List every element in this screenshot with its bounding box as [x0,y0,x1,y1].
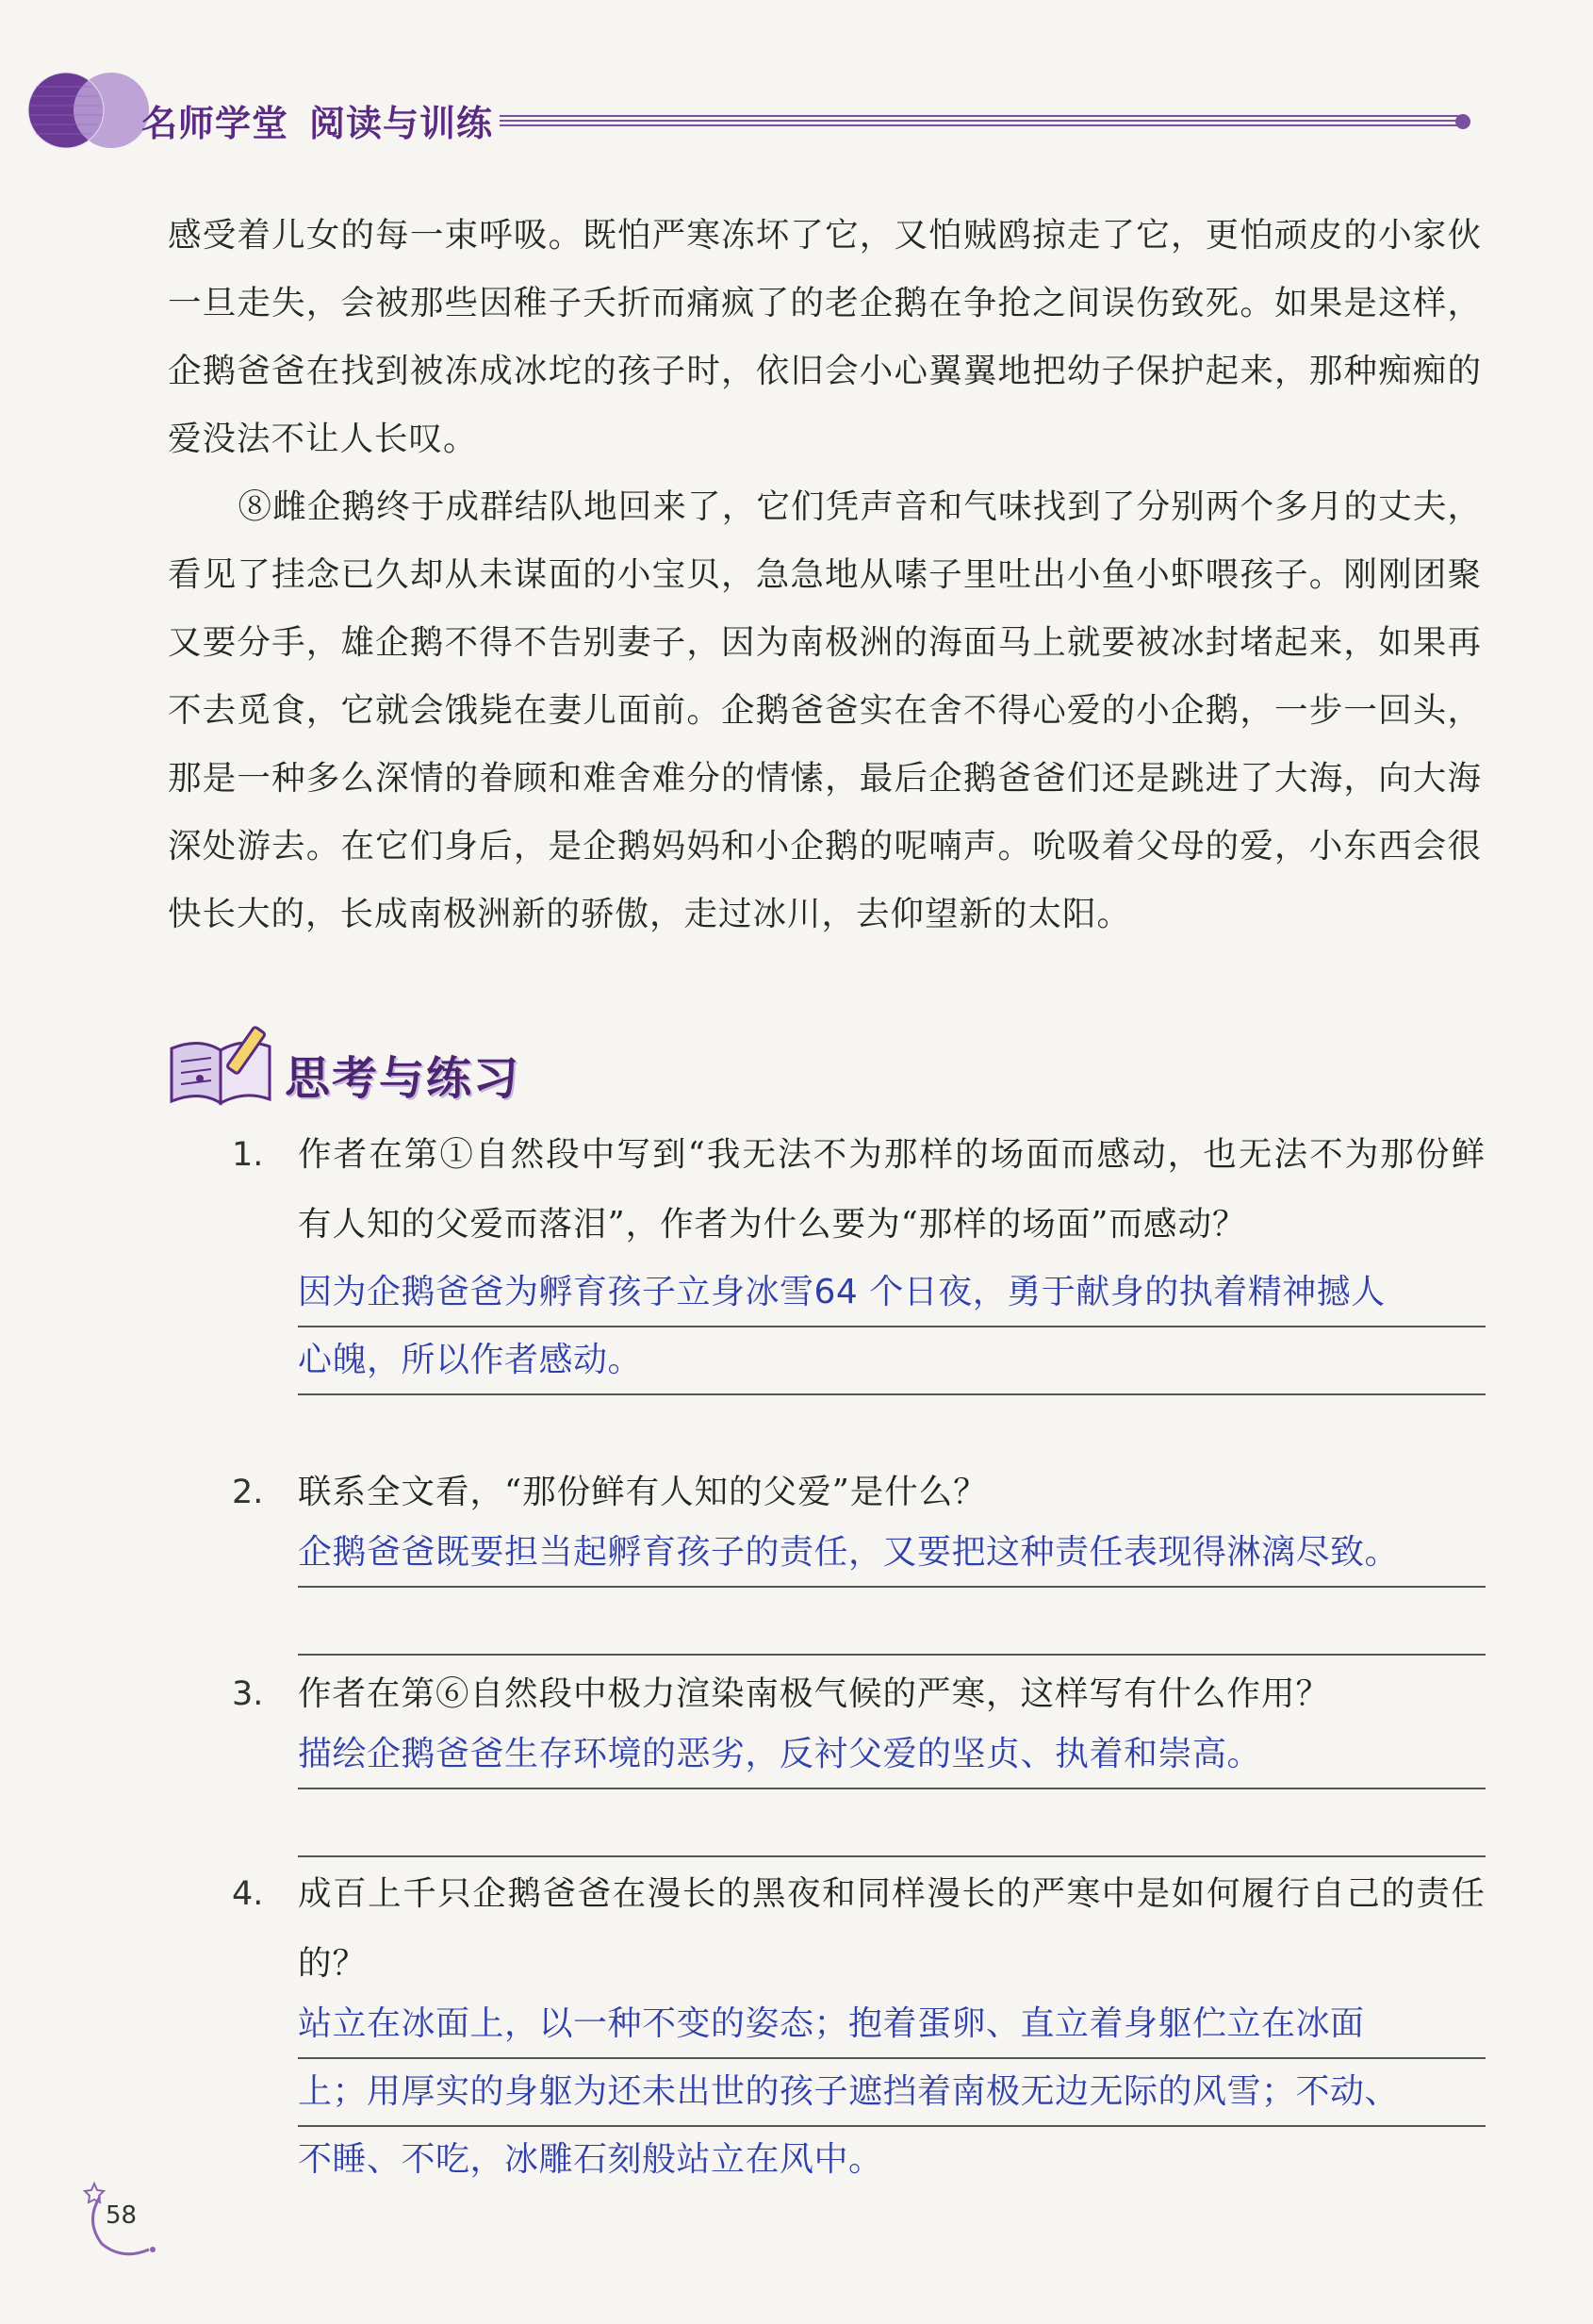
question-text: 联系全文看，“那份鲜有人知的父爱”是什么？ [298,1473,988,1511]
answer-line [298,2127,1486,2193]
answer-area [298,1991,1486,2193]
answer-line [298,1260,1486,1327]
answer-text: 因为企鹅爸爸为孵育孩子立身冰雪64 个日夜，勇于献身的执着精神撼人 [298,1273,1386,1311]
notebook-pencil-icon [162,1020,285,1114]
answer-line [298,1520,1486,1588]
question-3 [232,1659,1486,1857]
section-title: 思考与练习 [285,1052,521,1105]
question-number: 3. [232,1675,264,1713]
header-subtitle: 阅读与训练 [309,103,494,144]
header-title [141,94,493,146]
question-1 [232,1120,1486,1395]
question-number: 4. [232,1875,264,1913]
question-text: 作者在第⑥自然段中极力渲染南极气候的严寒，这样写有什么作用？ [298,1674,1331,1713]
reading-passage [168,202,1482,948]
passage-paragraph-1: 感受着儿女的每一束呼吸。既怕严寒冻坏了它，又怕贼鸥掠走了它，更怕顽皮的小家伙一旦走失，会被那些因稚子夭折而痛疯了的老企鹅在争抢之间误伤致死。如果是这样，企鹅爸爸在找到被冻成冰坨的孩子时，依旧会小心翼翼地把幼子保护起来，那种痴痴的爱没法不让人长叹。 [168,216,1482,458]
answer-line [298,2059,1486,2127]
header-rule-dot [1455,114,1470,129]
question-number: 2. [232,1474,264,1511]
answer-area [298,1520,1486,1656]
question-number: 1. [232,1136,264,1174]
passage-paragraph-2: ⑧雌企鹅终于成群结队地回来了，它们凭声音和气味找到了分别两个多月的丈夫，看见了挂念已久却从未谋面的小宝贝，急急地从嗉子里吐出小鱼小虾喂孩子。刚刚团聚又要分手，雄企鹅不得不告别妻子，因为南极洲的海面马上就要被冰封堵起来，如果再不去觅食，它就会饿毙在妻儿面前。企鹅爸爸实在舍不得心爱的小企鹅，一步一回头，那是一种多么深情的眷顾和难舍难分的情愫，最后企鹅爸爸们还是跳进了大海，向大海深处游去。在它们身后，是企鹅妈妈和小企鹅的呢喃声。吮吸着父母的爱，小东西会很快长大的，长成南极洲新的骄傲，走过冰川，去仰望新的太阳。 [168,487,1482,933]
answer-line [298,1991,1486,2059]
answer-line [298,1327,1486,1395]
question-text: 作者在第①自然段中写到“我无法不为那样的场面而感动，也无法不为那份鲜有人知的父爱而落泪”，作者为什么要为“那样的场面”而感动？ [298,1135,1486,1244]
answer-text: 企鹅爸爸既要担当起孵育孩子的责任，又要把这种责任表现得淋漓尽致。 [298,1533,1400,1572]
question-text: 成百上千只企鹅爸爸在漫长的黑夜和同样漫长的严寒中是如何履行自己的责任的？ [298,1874,1486,1983]
question-4 [232,1859,1486,2193]
answer-text: 心魄，所以作者感动。 [298,1341,643,1379]
answer-text: 上；用厚实的身躯为还未出世的孩子遮挡着南极无边无际的风雪；不动、 [298,2072,1400,2111]
answer-text: 不睡、不吃，冰雕石刻般站立在风中。 [298,2140,883,2179]
question-2 [232,1458,1486,1656]
header-rule [500,115,1461,128]
page-number: 58 [106,2201,138,2230]
header-brand: 名师学堂 [141,103,289,144]
answer-area [298,1260,1486,1395]
answer-text: 站立在冰面上，以一种不变的姿态；抱着蛋卵、直立着身躯伫立在冰面 [298,2004,1365,2043]
answer-line [298,1588,1486,1656]
answer-line [298,1722,1486,1789]
answer-line [298,1789,1486,1857]
answer-text: 描绘企鹅爸爸生存环境的恶劣，反衬父爱的坚贞、执着和崇高。 [298,1735,1262,1773]
answer-area [298,1722,1486,1857]
